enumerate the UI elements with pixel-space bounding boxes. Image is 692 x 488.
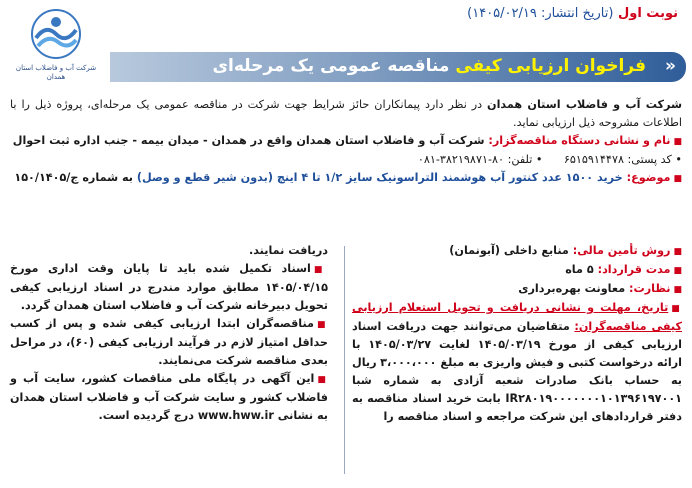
evaluation-line: مناقصه‌گران ابتدا ارزیابی کیفی شده و پس از کسب حداقل bbox=[10, 317, 328, 349]
publish-date: (تاریخ انتشار: ۱۴۰۵/۰۲/۱۹) bbox=[467, 6, 614, 21]
documents-line: ریال به حساب بانک صادرات شعبه آزادی به شماره شبا bbox=[352, 356, 682, 387]
deadline-item bbox=[10, 260, 328, 315]
address-line bbox=[10, 132, 682, 151]
chevron-icon: « bbox=[665, 56, 676, 76]
intro-text: در نظر دارد پیمانکاران حائز شرایط جهت شرکت در مناقصه عمومی یک مرحله‌ای، پروژه ذیل را با اطلاعات مشروحه ذیل ارزیابی نماید. bbox=[10, 98, 682, 129]
documents-title: تاریخ، مهلت و نشانی دریافت و تحویل استعلام ارزیابی کیفی مناقصه‌گران: bbox=[352, 301, 682, 333]
deadline-line: تحویل دبیرخانه شرکت آب و فاضلاب استان همدان گردد. bbox=[20, 299, 328, 312]
supervision-line bbox=[352, 280, 682, 299]
contact-line bbox=[10, 151, 682, 169]
publication-line: به نشانی www.hww.ir درج گردیده است. bbox=[98, 409, 328, 422]
funding-line bbox=[352, 242, 682, 261]
bullet-icon: ■ bbox=[673, 247, 682, 257]
publication-item bbox=[10, 370, 328, 425]
deadline-line: اسناد تکمیل شده باید تا پایان وقت اداری مورخ bbox=[10, 262, 311, 275]
subject-label: موضوع: bbox=[626, 171, 671, 184]
continued-line: دریافت نمایند. bbox=[248, 244, 328, 257]
bullet-icon: ■ bbox=[317, 375, 328, 385]
title-rest: مناقصه عمومی یک مرحله‌ای bbox=[212, 56, 456, 76]
documents-paragraph bbox=[352, 299, 682, 426]
postal-code: • کد پستی: ۶۵۱۵۹۱۴۴۷۸ bbox=[563, 153, 682, 166]
intro-paragraph bbox=[10, 96, 682, 132]
bullet-icon: ■ bbox=[316, 320, 328, 330]
address-label: نام و نشانی دستگاه مناقصه‌گزار: bbox=[488, 134, 671, 147]
address-value: شرکت آب و فاضلاب استان همدان واقع در همدان - میدان بیمه - جنب اداره ثبت احوال bbox=[12, 134, 489, 147]
duration-value: ۵ ماه bbox=[565, 263, 598, 276]
page-title bbox=[212, 56, 646, 76]
title-banner bbox=[110, 52, 686, 82]
logo-caption: شرکت آب و فاضلاب استان همدان bbox=[15, 64, 97, 81]
supervision-value: معاونت بهره‌برداری bbox=[518, 282, 630, 295]
bullet-icon: ■ bbox=[673, 137, 682, 147]
bullet-icon: ■ bbox=[313, 265, 328, 275]
publication-notice bbox=[467, 6, 678, 21]
subject-value: خرید ۱۵۰۰ عدد کنتور آب هوشمند التراسونیک سایز ۱/۲ تا ۴ اینچ (بدون شیر قطع و وصل) bbox=[136, 171, 627, 184]
phone-number: • تلفن: ۸۰-۳۸۲۱۹۸۷۱-۰۸۱ bbox=[417, 153, 543, 166]
bullet-icon: ■ bbox=[673, 266, 682, 276]
funding-label: روش تأمین مالی: bbox=[572, 244, 671, 257]
column-divider bbox=[344, 246, 345, 474]
subject-number: به شماره ج/۱۵۰/۱۴۰۵ bbox=[14, 171, 137, 184]
duration-label: مدت قرارداد: bbox=[597, 263, 671, 276]
right-column bbox=[352, 242, 682, 426]
documents-line: متقاضیان می‌توانند جهت دریافت اسناد bbox=[352, 320, 570, 333]
subject-line bbox=[10, 169, 682, 188]
title-highlight: فراخوان ارزیابی کیفی bbox=[455, 56, 646, 76]
documents-line: IR۲۸۰۱۹۰۰۰۰۰۰۰۱۰۱۳۹۶۱۹۷۰۰۱ بابت خرید اسناد مناقصه bbox=[367, 392, 682, 405]
announcement-body bbox=[10, 96, 682, 482]
evaluation-line: امتیاز لازم در فرآیند ارزیابی کیفی (۶۰)، در مراحل بعدی bbox=[10, 336, 328, 367]
evaluation-item bbox=[10, 315, 328, 370]
evaluation-line: مناقصه شرکت می‌نمایند. bbox=[158, 354, 297, 367]
round-label: نوبت اول bbox=[617, 6, 678, 21]
header bbox=[0, 0, 692, 96]
bullet-icon: ■ bbox=[673, 174, 682, 184]
deadline-line: ۱۴۰۵/۰۴/۱۵ مطابق موارد مندرج در اسناد ارزیابی کیفی bbox=[10, 281, 328, 294]
two-column-section bbox=[10, 242, 682, 482]
documents-line: ارزیابی کیفی از مورخ ۱۴۰۵/۰۳/۱۹ لغایت ۱۴۰۵/۰۳/۲۷ با bbox=[352, 338, 682, 351]
left-column bbox=[10, 242, 328, 425]
documents-line: به دفتر قراردادهای این شرکت مراجعه و اسناد مناقصه را bbox=[352, 392, 682, 423]
duration-line bbox=[352, 261, 682, 280]
publication-line: فاضلاب کشور و سایت شرکت آب و فاضلاب استان همدان bbox=[10, 391, 328, 404]
funding-value: منابع داخلی (آبونمان) bbox=[449, 244, 573, 257]
company-name: شرکت آب و فاضلاب استان همدان bbox=[487, 98, 683, 111]
supervision-label: نظارت: bbox=[629, 282, 671, 295]
bullet-icon: ■ bbox=[673, 285, 682, 295]
documents-line: ارائه درخواست کتبی و فیش واریزی به مبلغ ۳،۰۰۰،۰۰۰ bbox=[380, 356, 682, 369]
bullet-icon: ■ bbox=[671, 304, 682, 314]
publication-line: این آگهی در پایگاه ملی مناقصات کشور، سایت آب و bbox=[10, 372, 315, 385]
